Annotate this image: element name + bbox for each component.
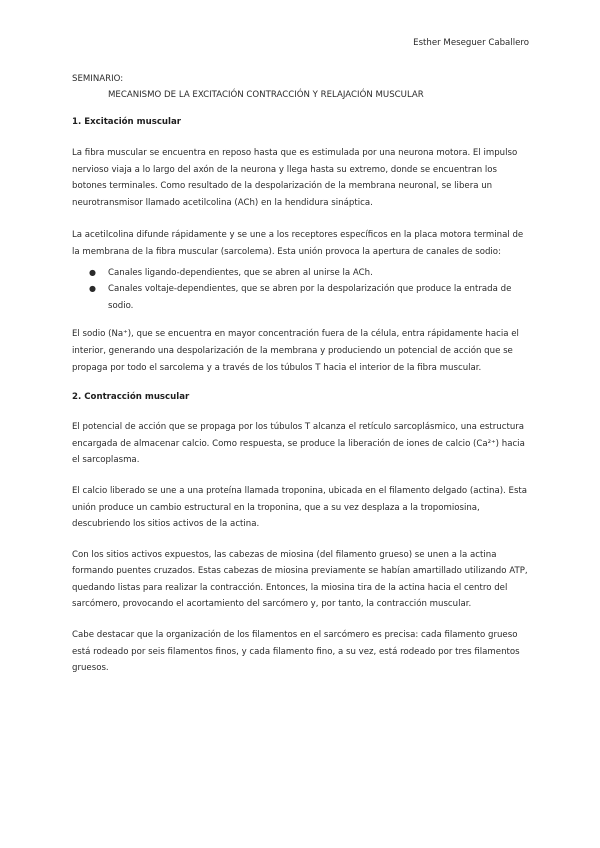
section-2-paragraph-3: Con los sitios activos expuestos, las cabezas de miosina (del filamento grueso) se unen a la actina formando puentes cruzados. Estas cabezas de miosina previamente se habían amartillado utilizando ATP, quedando listas para realizar la contracción. Entonces, la miosina tira de la actina hacia el centro del sarcómero, provocando el acortamiento del sarcómero y, por tanto, la contracción muscular. bbox=[72, 549, 528, 610]
section-2-heading: 2. Contracción muscular bbox=[72, 392, 190, 403]
document-body bbox=[72, 73, 532, 677]
section-2-paragraph-1: El potencial de acción que se propaga por los túbulos T alcanza el retículo sarcoplásmico, una estructura encargada de almacenar calcio. Como respuesta, se produce la liberación de iones de calcio (Ca²⁺) hacia el sarcoplasma. bbox=[72, 422, 525, 466]
author-name: Esther Meseguer Caballero bbox=[413, 38, 529, 48]
seminar-title: MECANISMO DE LA EXCITACIÓN CONTRACCIÓN Y RELAJACIÓN MUSCULAR bbox=[108, 90, 424, 100]
section-1-heading: 1. Excitación muscular bbox=[72, 117, 182, 127]
list-item-text: Canales voltaje-dependientes, que se abren por la despolarización que produce la entrada de sodio. bbox=[108, 284, 512, 311]
section-2-paragraph-4: Cabe destacar que la organización de los filamentos en el sarcómero es precisa: cada filamento grueso está rodeado por seis filamentos finos, y cada filamento fino, a su vez, está rodeado por tres filamentos gruesos. bbox=[72, 630, 520, 674]
section-1-paragraph-3: El sodio (Na⁺), que se encuentra en mayor concentración fuera de la célula, entra rápidamente hacia el interior, generando una despolarización de la membrana y produciendo un potencial de acción que se propaga por todo el sarcolema y a través de los túbulos T hacia el interior de la fibra muscular. bbox=[72, 329, 519, 373]
section-1-paragraph-1: La fibra muscular se encuentra en reposo hasta que es estimulada por una neurona motora. El impulso nervioso viaja a lo largo del axón de la neurona y llega hasta su extremo, donde se encuentran los botones terminales. Como resultado de la despolarización de la membrana neuronal, se libera un neurotransmisor llamado acetilcolina (ACh) en la hendidura sináptica. bbox=[72, 148, 518, 208]
bullet-icon: ● bbox=[89, 267, 96, 277]
bullet-icon: ● bbox=[89, 284, 96, 294]
list-item bbox=[72, 265, 532, 282]
section-1-paragraph-2: La acetilcolina difunde rápidamente y se une a los receptores específicos en la placa motora terminal de la membrana de la fibra muscular (sarcolema). Esta unión provoca la apertura de canales de sodio: bbox=[72, 230, 524, 257]
list-item bbox=[72, 281, 532, 314]
sodium-channels-list bbox=[72, 265, 532, 315]
list-item-text: Canales ligando-dependientes, que se abren al unirse la ACh. bbox=[108, 267, 373, 278]
section-2-paragraph-2: El calcio liberado se une a una proteína llamada troponina, ubicada en el filamento delgado (actina). Esta unión produce un cambio estructural en la troponina, que a su vez desplaza a la tropomiosina, descubriendo los sitios activos de la actina. bbox=[72, 485, 528, 530]
seminar-label: SEMINARIO: bbox=[72, 74, 124, 84]
